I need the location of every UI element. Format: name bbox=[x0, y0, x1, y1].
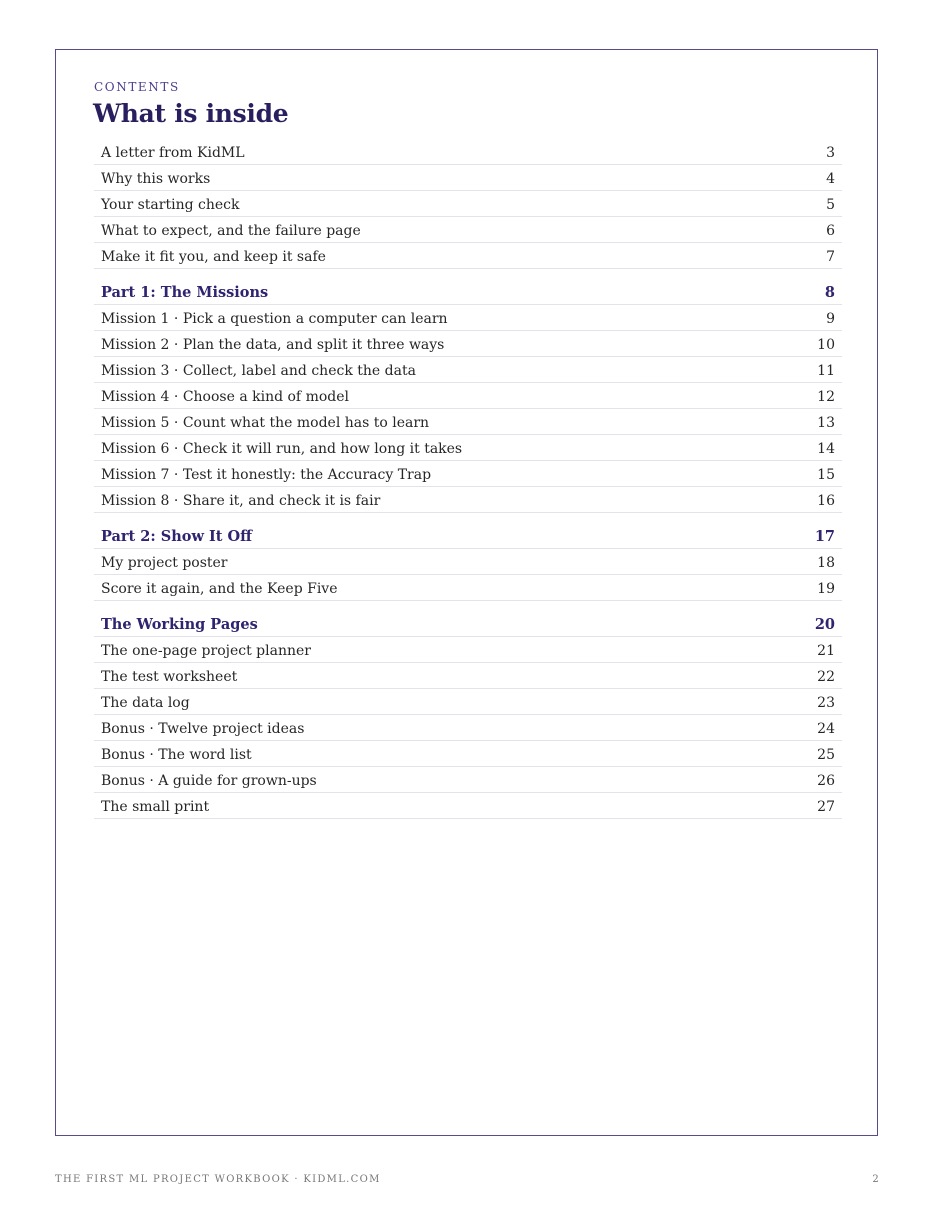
toc-entry[interactable] bbox=[94, 767, 842, 793]
toc-entry-label: Mission 3 · Collect, label and check the data bbox=[101, 363, 416, 379]
toc-entry[interactable] bbox=[94, 139, 842, 165]
toc-entry-page-number: 6 bbox=[826, 223, 835, 239]
toc-entry[interactable] bbox=[94, 357, 842, 383]
toc-entry-label: Score it again, and the Keep Five bbox=[101, 581, 338, 597]
toc-entry-page-number: 21 bbox=[817, 643, 835, 659]
toc-entry-label: Mission 6 · Check it will run, and how long it takes bbox=[101, 441, 463, 457]
table-of-contents bbox=[94, 139, 842, 819]
toc-entry-page-number: 14 bbox=[817, 441, 835, 457]
toc-entry-label: Mission 1 · Pick a question a computer can learn bbox=[101, 311, 448, 327]
toc-entry-label: The data log bbox=[101, 695, 190, 711]
toc-entry[interactable] bbox=[94, 637, 842, 663]
toc-entry-page-number: 27 bbox=[817, 799, 835, 815]
toc-entry[interactable] bbox=[94, 383, 842, 409]
toc-entry[interactable] bbox=[94, 575, 842, 601]
toc-section-heading[interactable] bbox=[94, 611, 842, 637]
toc-entry-page-number: 8 bbox=[824, 284, 835, 301]
toc-entry-label: Bonus · A guide for grown-ups bbox=[101, 773, 317, 789]
toc-entry[interactable] bbox=[94, 435, 842, 461]
toc-entry[interactable] bbox=[94, 741, 842, 767]
toc-entry-label: Bonus · Twelve project ideas bbox=[101, 721, 305, 737]
toc-entry-label: The Working Pages bbox=[101, 616, 258, 633]
toc-section-heading[interactable] bbox=[94, 523, 842, 549]
toc-entry[interactable] bbox=[94, 409, 842, 435]
toc-entry[interactable] bbox=[94, 165, 842, 191]
toc-entry[interactable] bbox=[94, 487, 842, 513]
toc-entry-page-number: 4 bbox=[826, 171, 835, 187]
toc-entry-page-number: 16 bbox=[817, 493, 835, 509]
toc-entry-page-number: 18 bbox=[817, 555, 835, 571]
toc-entry-page-number: 20 bbox=[814, 616, 835, 633]
toc-entry-label: Make it fit you, and keep it safe bbox=[101, 249, 326, 265]
toc-entry-label: Mission 2 · Plan the data, and split it three ways bbox=[101, 337, 445, 353]
page-frame bbox=[55, 49, 878, 1136]
toc-entry-page-number: 19 bbox=[817, 581, 835, 597]
toc-entry[interactable] bbox=[94, 689, 842, 715]
contents-eyebrow: CONTENTS bbox=[94, 80, 180, 94]
toc-entry-label: Mission 5 · Count what the model has to learn bbox=[101, 415, 430, 431]
toc-entry-label: The small print bbox=[101, 799, 210, 815]
toc-entry-label: The test worksheet bbox=[101, 669, 238, 685]
toc-entry-label: Your starting check bbox=[101, 197, 240, 213]
toc-entry-label: Mission 7 · Test it honestly: the Accuracy Trap bbox=[101, 467, 432, 483]
toc-entry-page-number: 3 bbox=[826, 145, 835, 161]
toc-entry[interactable] bbox=[94, 461, 842, 487]
toc-entry[interactable] bbox=[94, 663, 842, 689]
toc-entry-page-number: 12 bbox=[817, 389, 835, 405]
toc-entry-page-number: 5 bbox=[826, 197, 835, 213]
toc-entry-label: The one-page project planner bbox=[101, 643, 311, 659]
page-title: What is inside bbox=[93, 99, 289, 128]
toc-entry[interactable] bbox=[94, 331, 842, 357]
toc-entry-page-number: 7 bbox=[826, 249, 835, 265]
toc-entry-label: A letter from KidML bbox=[101, 145, 245, 161]
toc-entry-label: Mission 4 · Choose a kind of model bbox=[101, 389, 349, 405]
toc-entry-page-number: 26 bbox=[817, 773, 835, 789]
toc-entry-page-number: 9 bbox=[826, 311, 835, 327]
toc-entry-label: My project poster bbox=[101, 555, 228, 571]
toc-entry-label: Mission 8 · Share it, and check it is fair bbox=[101, 493, 381, 509]
toc-entry[interactable] bbox=[94, 715, 842, 741]
footer-title: THE FIRST ML PROJECT WORKBOOK · KIDML.COM bbox=[55, 1174, 381, 1185]
toc-entry-label: Why this works bbox=[101, 171, 211, 187]
toc-entry-page-number: 13 bbox=[817, 415, 835, 431]
toc-entry-page-number: 23 bbox=[817, 695, 835, 711]
toc-entry[interactable] bbox=[94, 243, 842, 269]
toc-entry-page-number: 11 bbox=[817, 363, 835, 379]
toc-entry[interactable] bbox=[94, 793, 842, 819]
toc-entry-page-number: 25 bbox=[817, 747, 835, 763]
footer-page-number: 2 bbox=[872, 1174, 880, 1185]
toc-entry-page-number: 10 bbox=[817, 337, 835, 353]
toc-entry[interactable] bbox=[94, 191, 842, 217]
toc-entry-label: Part 2: Show It Off bbox=[101, 528, 253, 545]
toc-section-heading[interactable] bbox=[94, 279, 842, 305]
toc-entry-page-number: 17 bbox=[814, 528, 835, 545]
toc-entry[interactable] bbox=[94, 305, 842, 331]
toc-entry-label: Bonus · The word list bbox=[101, 747, 252, 763]
toc-entry[interactable] bbox=[94, 217, 842, 243]
toc-entry-page-number: 15 bbox=[817, 467, 835, 483]
toc-entry-label: Part 1: The Missions bbox=[101, 284, 269, 301]
toc-entry-page-number: 22 bbox=[817, 669, 835, 685]
toc-entry[interactable] bbox=[94, 549, 842, 575]
toc-entry-page-number: 24 bbox=[817, 721, 835, 737]
page-footer bbox=[55, 1174, 880, 1185]
toc-entry-label: What to expect, and the failure page bbox=[101, 223, 361, 239]
